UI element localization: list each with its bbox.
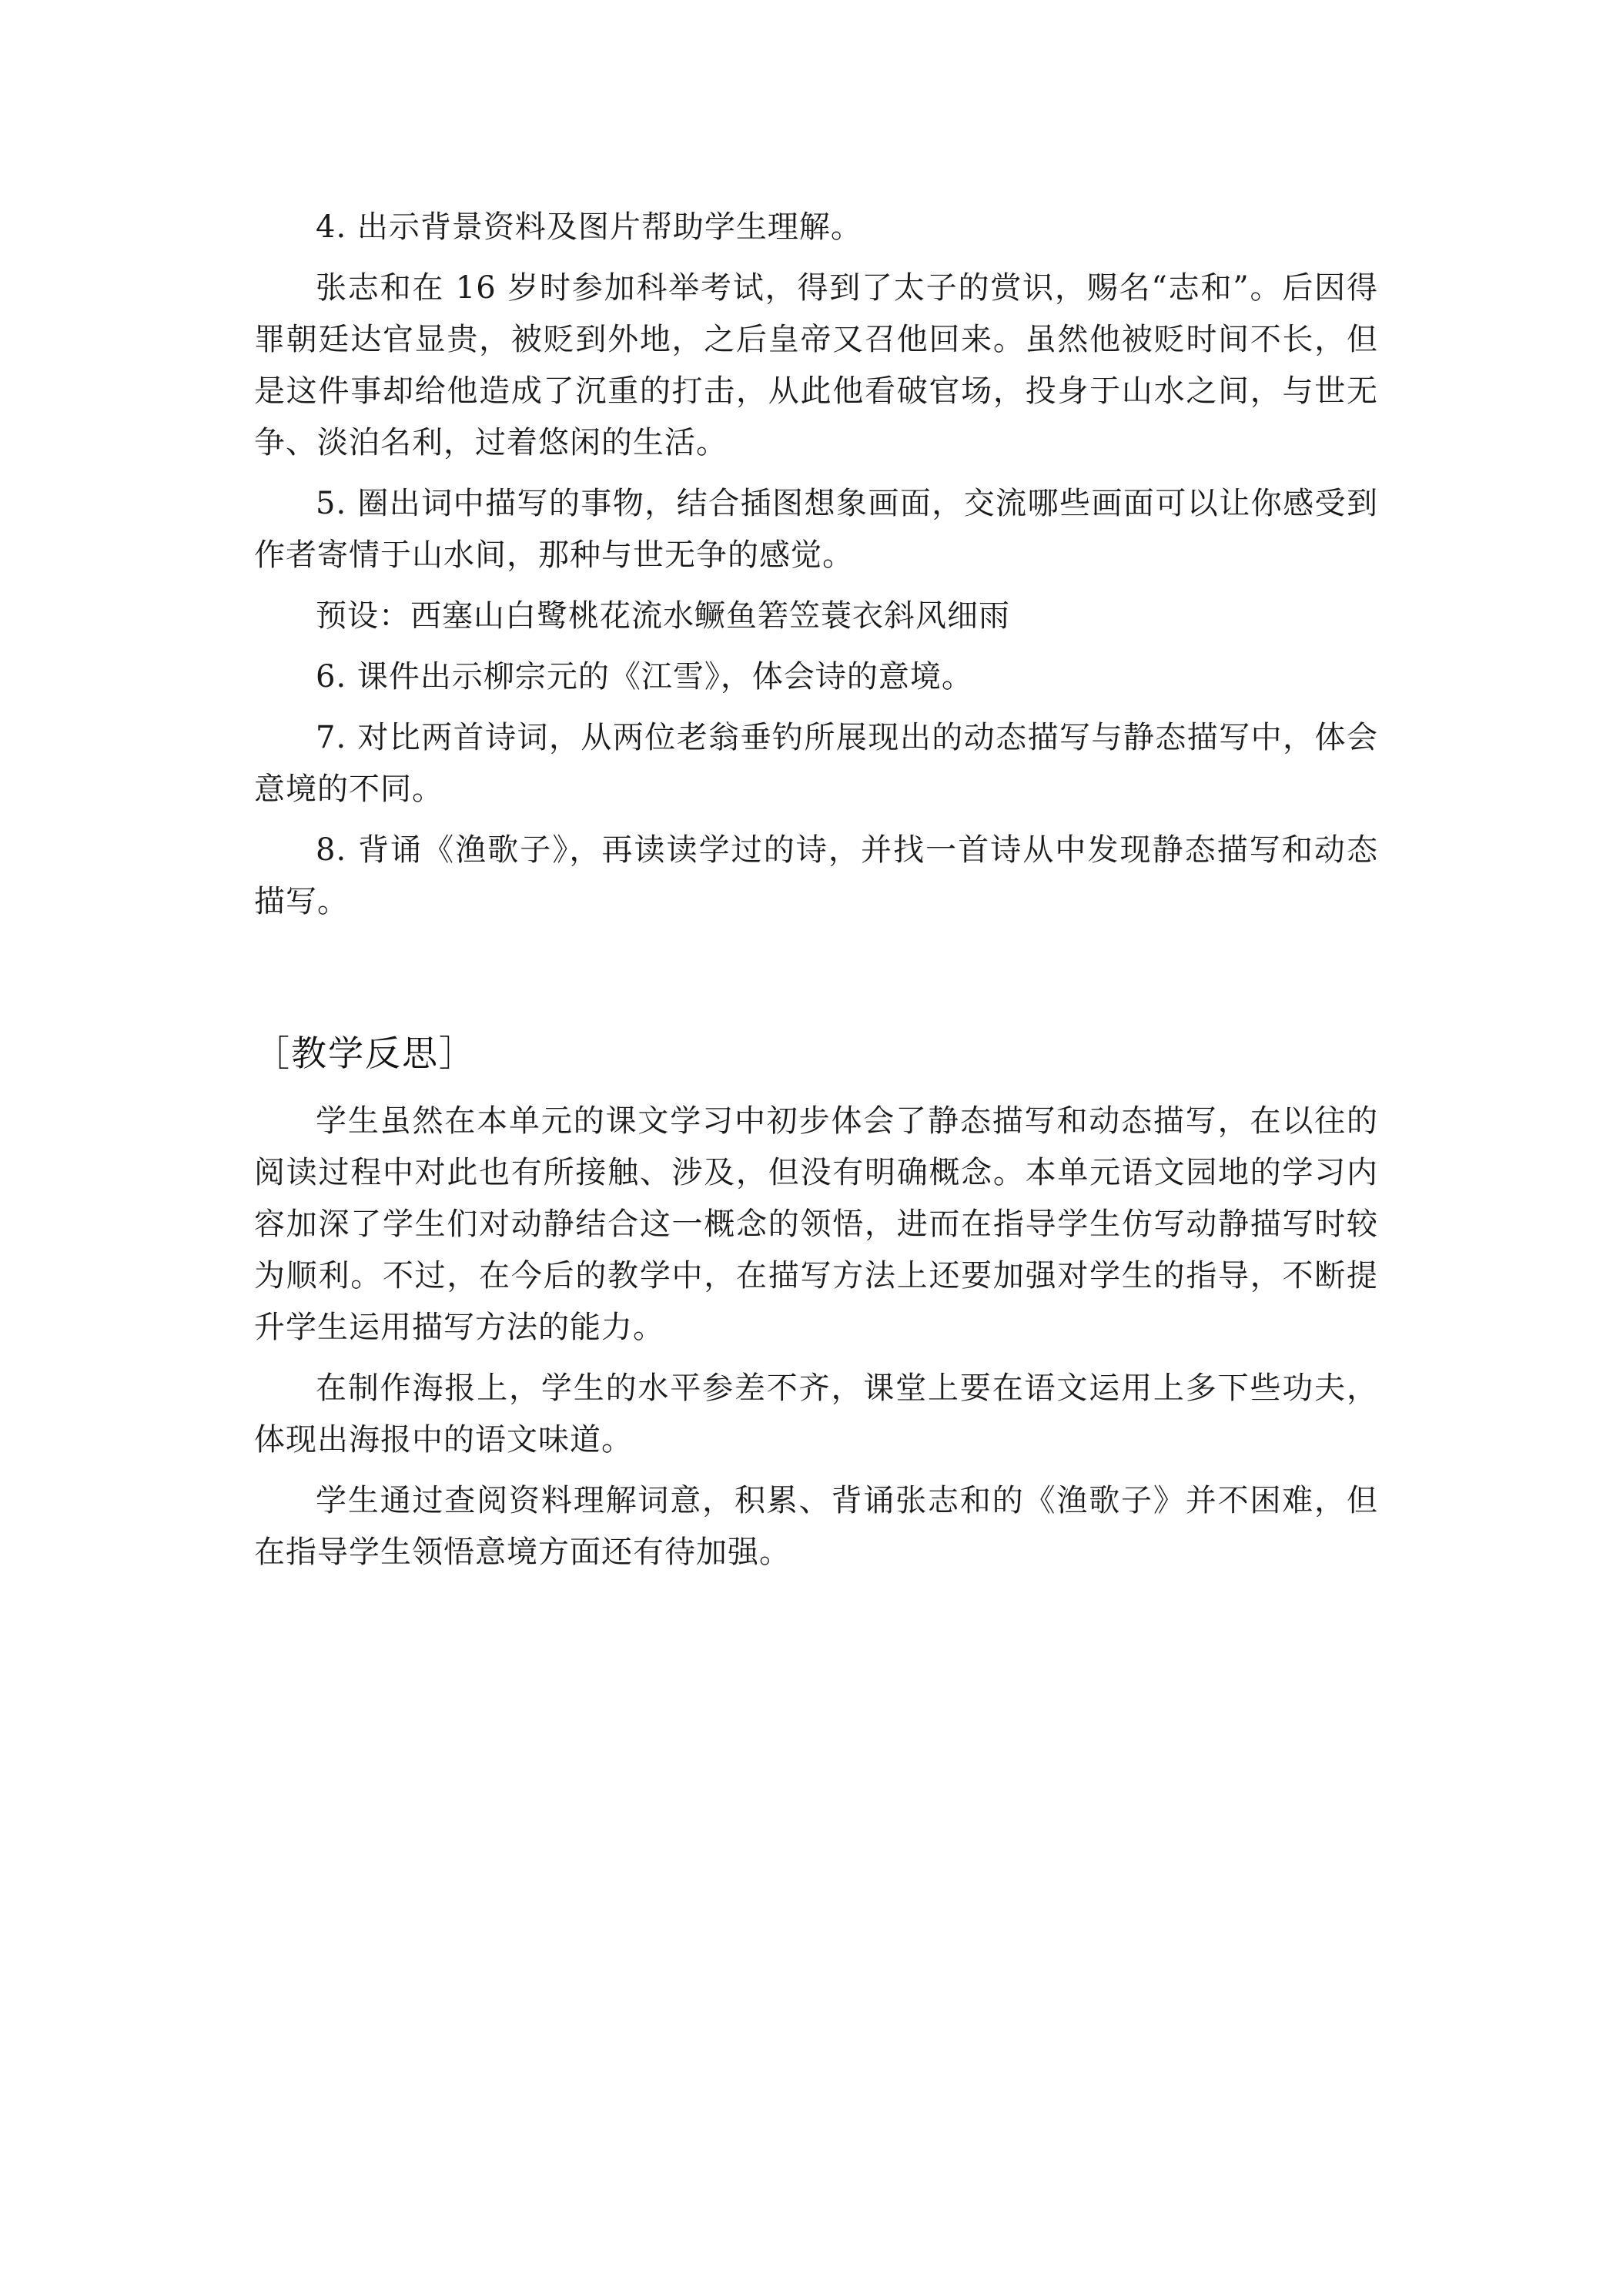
step-4-paragraph: 4. 出示背景资料及图片帮助学生理解。: [316, 209, 862, 245]
step-7-paragraph: 7. 对比两首诗词，从两位老翁垂钓所展现出的动态描写与静态描写中，体会意境的不同。: [254, 720, 1378, 807]
step-5-paragraph: 5. 圈出词中描写的事物，结合插图想象画面，交流哪些画面可以让你感受到作者寄情于山水间，那种与世无争的感觉。: [254, 486, 1378, 573]
background-paragraph: 张志和在 16 岁时参加科举考试，得到了太子的赏识，赐名“志和”。后因得罪朝廷达官显贵，被贬到外地，之后皇帝又召他回来。虽然他被贬时间不长，但是这件事却给他造成了沉重的打击，从此他看破官场，投身于山水之间，与世无争、淡泊名利，过着悠闲的生活。: [254, 270, 1378, 460]
step-6-paragraph: 6. 课件出示柳宗元的《江雪》，体会诗的意境。: [316, 659, 973, 694]
preset-paragraph: 预设：西塞山白鹭桃花流水鳜鱼箬笠蓑衣斜风细雨: [316, 598, 1010, 634]
step-8-paragraph: 8. 背诵《渔歌子》，再读读学过的诗，并找一首诗从中发现静态描写和动态描写。: [254, 832, 1378, 919]
reflection-paragraph: 在制作海报上，学生的水平参差不齐，课堂上要在语文运用上多下些功夫，体现出海报中的语文味道。: [254, 1371, 1378, 1458]
section-title-reflection: ［教学反思］: [254, 1033, 476, 1074]
page-content: [254, 202, 1378, 1588]
reflection-paragraph: 学生虽然在本单元的课文学习中初步体会了静态描写和动态描写，在以往的阅读过程中对此也有所接触、涉及，但没有明确概念。本单元语文园地的学习内容加深了学生们对动静结合这一概念的领悟，进而在指导学生仿写动静描写时较为顺利。不过，在今后的教学中，在描写方法上还要加强对学生的指导，不断提升学生运用描写方法的能力。: [254, 1103, 1378, 1345]
reflection-paragraph: 学生通过查阅资料理解词意，积累、背诵张志和的《渔歌子》并不困难，但在指导学生领悟意境方面还有待加强。: [254, 1483, 1378, 1570]
